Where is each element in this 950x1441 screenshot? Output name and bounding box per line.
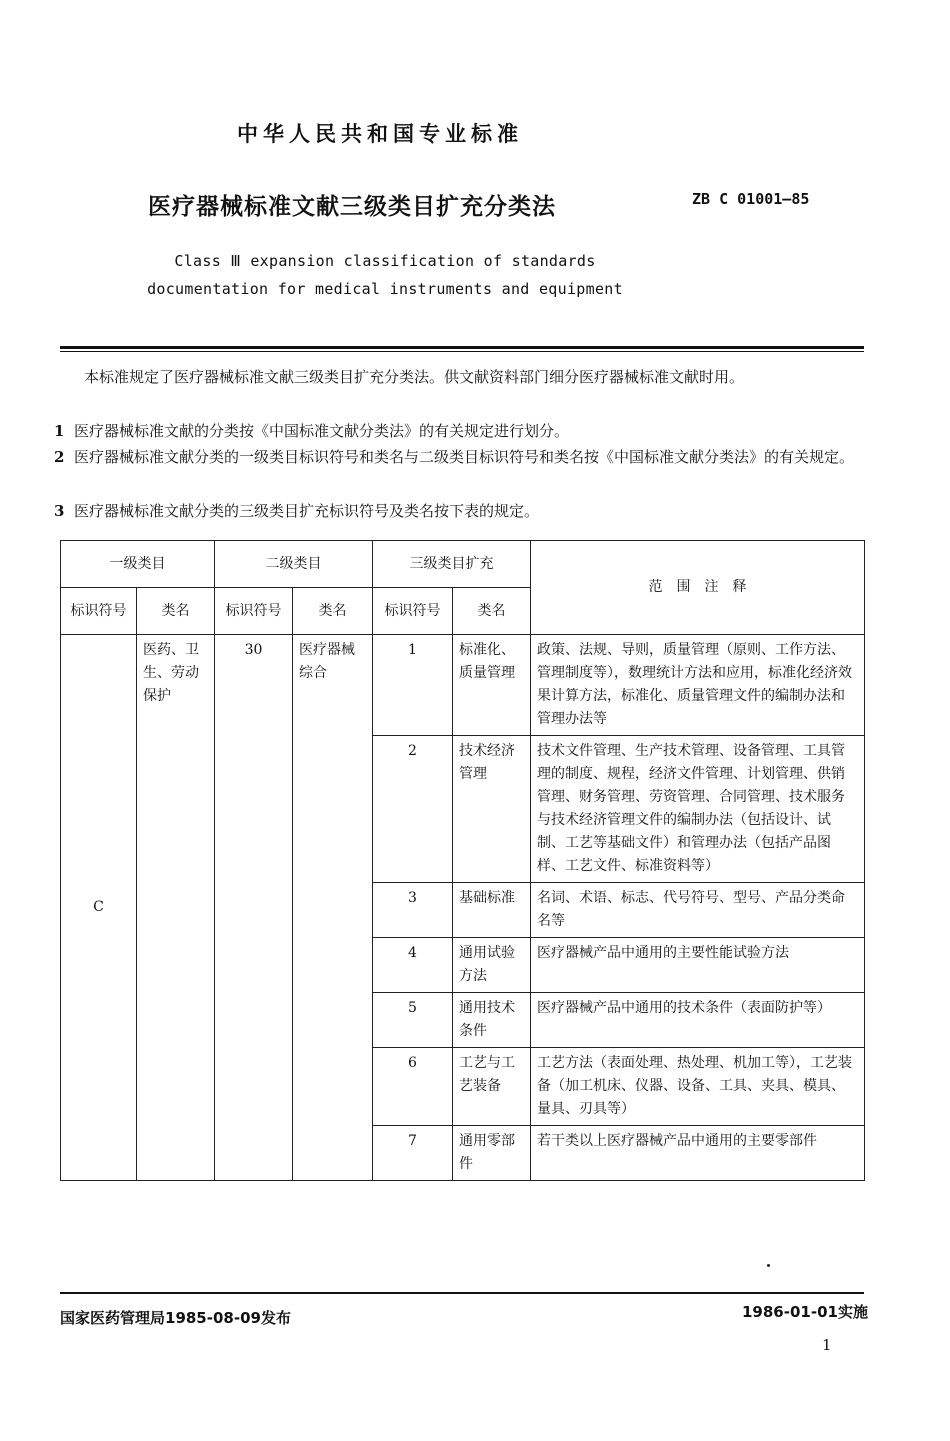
clause-1 [54,420,866,442]
level3-symbol: 2 [373,736,453,883]
clause-3-number: 3 [54,502,65,520]
scope-note: 政策、法规、导则，质量管理（原则、工作方法、管理制度等），数理统计方法和应用，标准化经济效果计算方法，标准化、质量管理文件的编制办法和管理办法等 [531,635,865,736]
header-level1-name: 类名 [137,588,215,635]
level3-symbol: 5 [373,993,453,1048]
clause-3 [54,500,866,522]
scope-note: 工艺方法（表面处理、热处理、机加工等），工艺装备（加工机床、仪器、设备、工具、夹具、模具、量具、刃具等） [531,1048,865,1126]
level3-symbol: 7 [373,1126,453,1181]
effective-date: 1986-01-01实施 [742,1303,868,1321]
classification-table [60,540,865,1181]
table-header-row-1 [61,541,865,588]
level3-name: 基础标准 [453,883,531,938]
table-row [61,635,865,736]
english-title-line1: Class Ⅲ expansion classification of standards [174,252,596,270]
issued-by: 国家医药管理局1985-08-09发布 [60,1309,291,1327]
clause-1-number: 1 [54,422,65,440]
scope-note: 名词、术语、标志、代号符号、型号、产品分类命名等 [531,883,865,938]
clause-2 [54,446,866,468]
header-level3: 三级类目扩充 [373,541,531,588]
level3-name: 通用试验方法 [453,938,531,993]
level1-name: 医药、卫生、劳动保护 [137,635,215,1181]
english-title-line2: documentation for medical instruments and equipment [147,280,623,298]
level3-name: 技术经济管理 [453,736,531,883]
scope-note: 医疗器械产品中通用的技术条件（表面防护等） [531,993,865,1048]
footer-divider [60,1292,864,1294]
level1-symbol: C [61,635,137,1181]
clause-2-number: 2 [54,448,65,466]
scan-speck [767,1264,770,1267]
header-level3-symbol: 标识符号 [373,588,453,635]
header-level2-name: 类名 [293,588,373,635]
level3-symbol: 1 [373,635,453,736]
scope-note: 技术文件管理、生产技术管理、设备管理、工具管理的制度、规程，经济文件管理、计划管理、供销管理、财务管理、劳资管理、合同管理、技术服务与技术经济管理文件的编制办法（包括设计、试制、工艺等基础文件）和管理办法（包括产品图样、工艺文件、标准资料等） [531,736,865,883]
scope-note: 医疗器械产品中通用的主要性能试验方法 [531,938,865,993]
header-level2: 二级类目 [215,541,373,588]
level3-symbol: 3 [373,883,453,938]
level2-name: 医疗器械综合 [293,635,373,1181]
level3-name: 通用技术条件 [453,993,531,1048]
intro-paragraph: 本标准规定了医疗器械标准文献三级类目扩充分类法。供文献资料部门细分医疗器械标准文献时用。 [84,368,745,386]
level3-name: 通用零部件 [453,1126,531,1181]
level2-symbol: 30 [215,635,293,1181]
standard-category: 中华人民共和国专业标准 [237,122,523,146]
header-level3-name: 类名 [453,588,531,635]
title-divider-thick [60,346,864,349]
level3-symbol: 4 [373,938,453,993]
header-level2-symbol: 标识符号 [215,588,293,635]
clause-1-text: 医疗器械标准文献的分类按《中国标准文献分类法》的有关规定进行划分。 [73,422,569,440]
clause-3-text: 医疗器械标准文献分类的三级类目扩充标识符号及类名按下表的规定。 [73,502,539,520]
level3-name: 标准化、质量管理 [453,635,531,736]
clause-2-text: 医疗器械标准文献分类的一级类目标识符号和类名与二级类目标识符号和类名按《中国标准文献分类法》的有关规定。 [73,448,854,466]
header-scope: 范 围 注 释 [531,541,865,635]
title-divider-thin [60,351,864,352]
scope-note: 若干类以上医疗器械产品中通用的主要零部件 [531,1126,865,1181]
level3-symbol: 6 [373,1048,453,1126]
page-title: 医疗器械标准文献三级类目扩充分类法 [148,194,556,220]
header-level1: 一级类目 [61,541,215,588]
header-level1-symbol: 标识符号 [61,588,137,635]
standard-code: ZB C 01001—85 [692,190,810,208]
level3-name: 工艺与工艺装备 [453,1048,531,1126]
page-number: 1 [822,1336,832,1354]
